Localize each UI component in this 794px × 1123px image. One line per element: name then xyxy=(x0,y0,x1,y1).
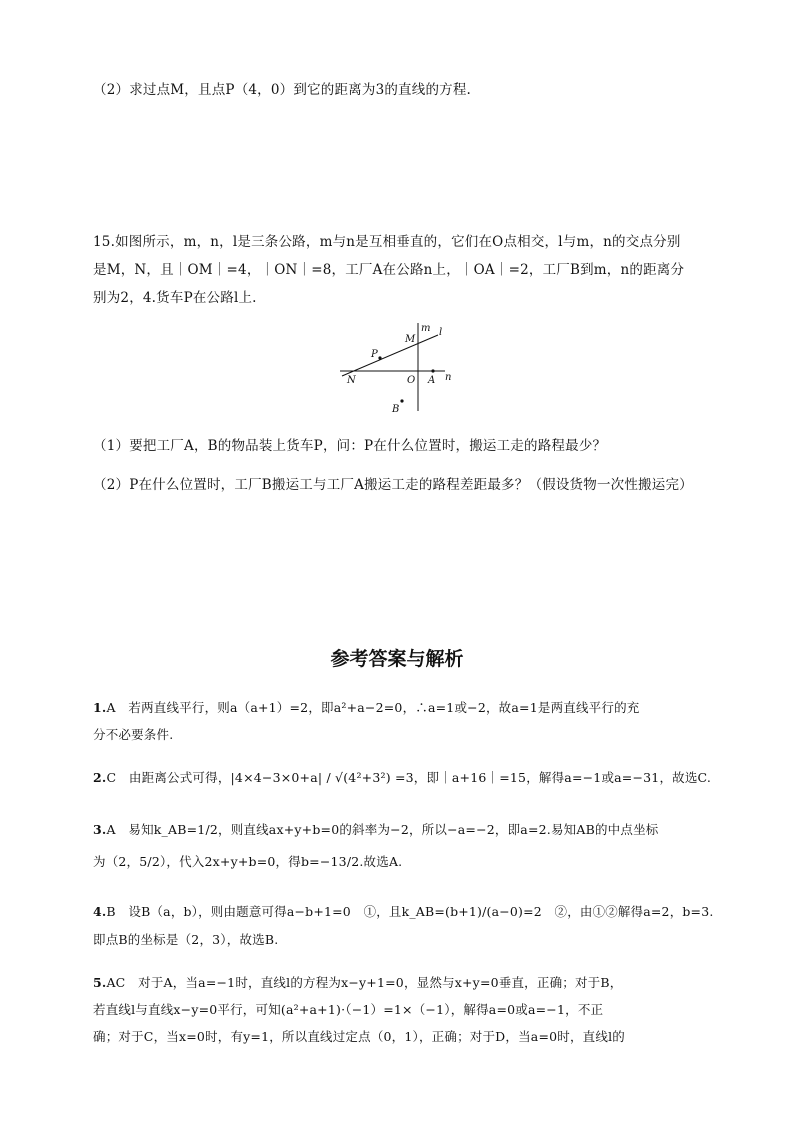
answer-3-line2: 为（2，5/2），代入2x+y+b=0，得b=−13/2.故选A. xyxy=(93,854,403,869)
answers-title: 参考答案与解析 xyxy=(330,648,464,670)
label-big-m: M xyxy=(405,334,416,345)
answer-4-line2: 即点B的坐标是（2，3），故选B. xyxy=(93,932,279,947)
answer-1-line1: A 若两直线平行，则a（a+1）=2，即a²+a−2=0，∴a=1或−2，故a=1是两直线平行的充 xyxy=(106,700,640,715)
answer-3-line1: A 易知k_AB=1/2，则直线ax+y+b=0的斜率为−2，所以−a=−2，即a=2.易知AB的中点坐标 xyxy=(106,822,659,837)
answer-1-num: 1. xyxy=(93,700,107,715)
answer-5-line3: 确；对于C，当x=0时，有y=1，所以直线过定点（0，1），正确；对于D，当a=0时，直线l的 xyxy=(93,1029,625,1044)
label-a: A xyxy=(428,375,436,386)
label-m: m xyxy=(421,323,431,334)
answer-2-num: 2. xyxy=(93,770,107,785)
q14-part2: （2）求过点M，且点P（4，0）到它的距离为3的直线的方程. xyxy=(93,82,472,98)
q15-part2: （2）P在什么位置时，工厂B搬运工与工厂A搬运工走的路程差距最多？（假设货物一次性搬运完） xyxy=(93,477,693,493)
label-b: B xyxy=(392,404,400,415)
q15-figure xyxy=(330,318,470,418)
q15-stem-line1: 15.如图所示，m，n，l是三条公路，m与n是互相垂直的，它们在O点相交，l与m，n的交点分别 xyxy=(93,234,681,250)
label-l: l xyxy=(439,327,443,338)
q15-stem-line2: 是M，N，且｜OM｜=4，｜ON｜=8，工厂A在公路n上，｜OA｜=2，工厂B到m，n的距离分 xyxy=(93,262,685,278)
answer-4-line1: B 设B（a，b），则由题意可得a−b+1=0 ①，且k_AB=(b+1)/(a−0)=2 ②，由①②解得a=2，b=3. xyxy=(106,904,714,919)
q15-part1: （1）要把工厂A，B的物品装上货车P，问：P在什么位置时，搬运工走的路程最少？ xyxy=(93,438,607,454)
road-l xyxy=(342,335,438,376)
q15-stem-line3: 别为2，4.货车P在公路l上. xyxy=(93,290,257,306)
answer-3-num: 3. xyxy=(93,822,107,837)
answer-1-line2: 分不必要条件. xyxy=(93,727,174,742)
answer-2-line1: C 由距离公式可得，|4×4−3×0+a| / √(4²+3²) =3，即｜a+16｜=15，解得a=−1或a=−31，故选C. xyxy=(106,770,712,785)
label-n-point: N xyxy=(347,375,356,386)
answer-5-num: 5. xyxy=(93,975,107,990)
label-p: P xyxy=(371,349,378,360)
answer-4-num: 4. xyxy=(93,904,107,919)
label-n-road: n xyxy=(445,372,452,383)
answer-5-line1: AC 对于A，当a=−1时，直线l的方程为x−y+1=0，显然与x+y=0垂直，正确；对于B， xyxy=(106,975,623,990)
point-p xyxy=(378,356,381,359)
label-o: O xyxy=(407,375,416,386)
point-b xyxy=(400,399,403,402)
point-a xyxy=(431,369,434,372)
answer-5-line2: 若直线l与直线x−y=0平行，可知(a²+a+1)·（−1）=1×（−1），解得a=0或a=−1，不正 xyxy=(93,1002,604,1017)
